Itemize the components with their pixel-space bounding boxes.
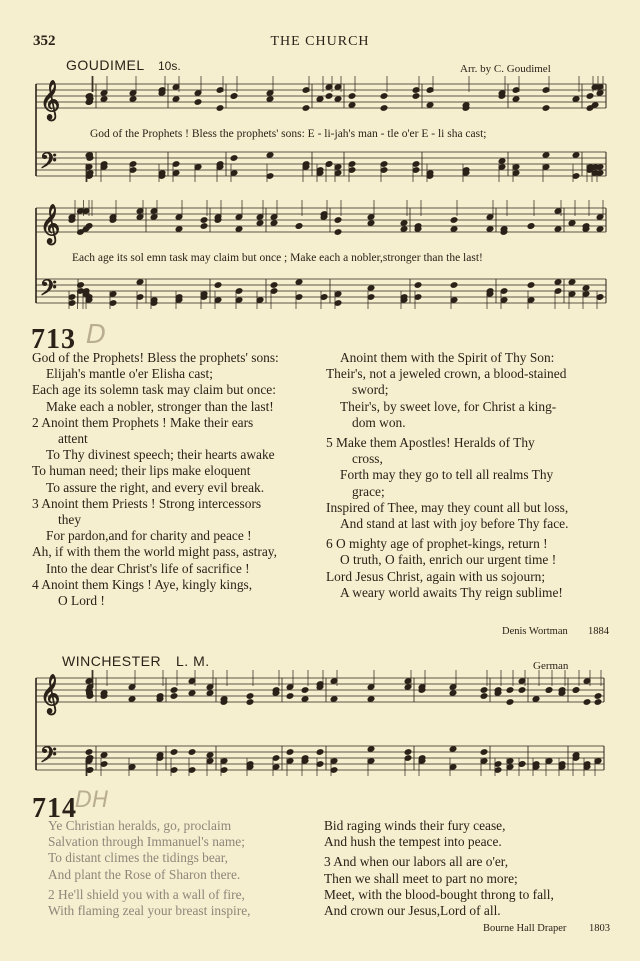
note-head	[270, 288, 278, 295]
note-head	[380, 105, 388, 112]
note-head	[85, 749, 93, 756]
note-head	[170, 749, 178, 756]
note-head	[594, 693, 602, 700]
note-head	[175, 214, 183, 221]
verse-line: grace;	[352, 483, 385, 499]
verse-line: Ah, if with them the world might pass, astray,	[32, 544, 277, 560]
note-head	[316, 749, 324, 756]
verse-line: attent	[58, 431, 88, 447]
note-head	[542, 152, 550, 159]
note-head	[272, 755, 280, 762]
verse-line: God of the Prophets! Bless the prophets' sons:	[32, 350, 279, 365]
tune-meter-winchester: L. M.	[176, 653, 210, 669]
note-head	[518, 687, 526, 694]
bass-clef: 𝄢	[40, 276, 57, 306]
note-head	[230, 93, 238, 100]
note-head	[301, 696, 309, 703]
note-head	[128, 696, 136, 703]
note-head	[246, 699, 254, 706]
note-head	[301, 687, 309, 694]
note-head	[572, 152, 580, 159]
note-head	[330, 696, 338, 703]
verse-line: 3 And when our labors all are o'er,	[324, 854, 509, 870]
verse-line: To human need; their lips make eloquent	[32, 463, 251, 479]
verse-line: 4 Anoint them Kings ! Aye, kingly kings,	[32, 576, 253, 592]
verse-line: To distant climes the tidings bear,	[48, 850, 229, 866]
verse-line: Anoint them with the Spirit of Thy Son:	[340, 350, 555, 365]
note-head	[450, 226, 458, 233]
note-head	[334, 217, 342, 224]
note-head	[426, 102, 434, 109]
note-head	[129, 161, 137, 168]
note-head	[404, 749, 412, 756]
note-head	[506, 699, 514, 706]
bass-clef: 𝄢	[40, 743, 57, 773]
note-head	[480, 687, 488, 694]
note-head	[316, 96, 324, 103]
note-head	[286, 749, 294, 756]
note-head	[170, 687, 178, 694]
note-head	[295, 279, 303, 286]
verse-line: Inspired of Thee, may they count all but loss,	[326, 499, 569, 515]
verse-line: And crown our Jesus,Lord of all.	[324, 903, 501, 919]
tune-name-winchester: WINCHESTER	[62, 653, 162, 669]
note-head	[426, 87, 434, 94]
note-head	[486, 226, 494, 233]
verse-line: O Lord !	[58, 593, 105, 609]
note-head	[129, 96, 137, 103]
note-head	[266, 152, 274, 159]
note-head	[449, 746, 457, 753]
note-head	[582, 285, 590, 292]
hymn-714-left-column	[48, 818, 318, 919]
note-head	[172, 96, 180, 103]
note-head	[554, 288, 562, 295]
note-head	[175, 226, 183, 233]
note-head	[412, 87, 420, 94]
verse-line: Each age its solemn task may claim but once:	[32, 382, 276, 398]
note-head	[200, 223, 208, 230]
note-head	[542, 87, 550, 94]
note-head	[100, 90, 108, 97]
note-head	[295, 223, 303, 230]
note-head	[586, 93, 594, 100]
treble-clef: 𝄞	[40, 204, 61, 244]
verse-line: 6 O mighty age of prophet-kings, return !	[326, 536, 548, 552]
tune-meter-goudimel: 10s.	[158, 59, 181, 73]
verse-line: With flaming zeal your breast inspire,	[48, 903, 251, 919]
verse-line: 3 Anoint them Priests ! Strong intercessors	[32, 495, 262, 511]
note-head	[367, 214, 375, 221]
note-head	[498, 158, 506, 165]
verse-line: Their's, by sweet love, for Christ a king-	[340, 398, 557, 414]
note-head	[367, 696, 375, 703]
note-head	[512, 87, 520, 94]
verse-line: Make each a nobler, stronger than the last!	[46, 398, 274, 414]
verse-line: To Thy divinest speech; their hearts awake	[46, 447, 275, 463]
tune1-underlay-line2: Each age its sol emn task may claim but once ; Make each a nobler,stronger than the last!	[72, 252, 483, 264]
note-head	[246, 693, 254, 700]
note-head	[270, 220, 278, 227]
note-head	[266, 96, 274, 103]
note-head	[594, 699, 602, 706]
hymn-714-year: 1803	[589, 923, 610, 934]
page-number: 352	[33, 33, 56, 49]
note-head	[256, 220, 264, 227]
note-head	[86, 684, 94, 691]
note-head	[596, 226, 604, 233]
note-head	[86, 755, 94, 762]
note-head	[527, 282, 535, 289]
note-head	[172, 161, 180, 168]
note-head	[235, 226, 243, 233]
note-head	[302, 87, 310, 94]
tune-name-goudimel: GOUDIMEL	[66, 57, 145, 73]
verse-line: Elijah's mantle o'er Elisha cast;	[46, 366, 213, 382]
note-head	[270, 282, 278, 289]
verse-line: Salvation through Immanuel's name;	[48, 834, 245, 850]
note-head	[206, 752, 214, 759]
pencil-annotation-714: DH	[75, 788, 109, 813]
note-head	[194, 90, 202, 97]
note-head	[128, 684, 136, 691]
note-head	[545, 687, 553, 694]
hymn-714-author: Bourne Hall Draper	[483, 923, 567, 934]
note-head	[414, 282, 422, 289]
verse-line: 2 He'll shield you with a wall of fire,	[48, 886, 245, 902]
tune-source: German	[533, 660, 569, 672]
verse-line: And hush the tempest into peace.	[324, 834, 502, 850]
note-head	[286, 693, 294, 700]
verse-line: And plant the Rose of Sharon there.	[48, 866, 241, 882]
note-head	[542, 105, 550, 112]
note-head	[380, 161, 388, 168]
note-head	[591, 102, 599, 109]
hymn-714-right-column	[324, 818, 614, 919]
note-head	[302, 105, 310, 112]
note-head	[206, 684, 214, 691]
note-head	[449, 690, 457, 697]
note-head	[486, 214, 494, 221]
note-head	[506, 687, 514, 694]
verse-line: Meet, with the blood-bought throng to fall,	[324, 886, 554, 902]
note-head	[512, 96, 520, 103]
note-head	[554, 279, 562, 286]
verse-line: And stand at last with joy before Thy face.	[340, 516, 569, 532]
verse-line: Bid raging winds their fury cease,	[324, 818, 506, 833]
note-head	[367, 220, 375, 227]
note-head	[583, 699, 591, 706]
verse-line: cross,	[352, 451, 383, 467]
note-head	[230, 155, 238, 162]
note-head	[527, 223, 535, 230]
hymn-713-number: 713	[31, 324, 76, 355]
note-head	[82, 226, 90, 233]
note-head	[188, 690, 196, 697]
hymn-713-year: 1884	[588, 626, 609, 637]
note-head	[334, 96, 342, 103]
tune1-underlay-line1: God of the Prophets ! Bless the prophets' sons: E - li-jah's man - tle o'er E - li sha cast;	[90, 128, 487, 140]
note-head	[572, 687, 580, 694]
note-head	[216, 87, 224, 94]
verse-line: Ye Christian heralds, go, proclaim	[48, 818, 232, 833]
running-head: THE CHURCH	[270, 34, 370, 49]
note-head	[500, 288, 508, 295]
hymn-713-left-column	[32, 350, 322, 609]
note-head	[380, 93, 388, 100]
note-head	[235, 288, 243, 295]
verse-line: O truth, O faith, enrich our urgent time !	[340, 552, 557, 568]
note-head	[129, 90, 137, 97]
note-head	[214, 282, 222, 289]
hymn-713-right-column	[326, 350, 616, 601]
treble-clef: 𝄞	[40, 80, 61, 120]
verse-line: they	[58, 512, 82, 528]
note-head	[100, 752, 108, 759]
note-head	[334, 229, 342, 236]
verse-line: For pardon,and for charity and peace !	[46, 528, 252, 544]
note-head	[568, 220, 576, 227]
note-head	[194, 99, 202, 106]
verse-line: A weary world awaits Thy reign sublime!	[340, 584, 563, 600]
note-head	[596, 90, 604, 97]
note-head	[270, 214, 278, 221]
note-head	[188, 749, 196, 756]
note-head	[480, 693, 488, 700]
note-head	[449, 684, 457, 691]
note-head	[266, 90, 274, 97]
verse-line: Then we shall meet to part no more;	[324, 870, 518, 886]
tune-arranger: Arr. by C. Goudimel	[460, 63, 551, 75]
note-head	[480, 749, 488, 756]
note-head	[367, 746, 375, 753]
note-head	[100, 96, 108, 103]
note-head	[136, 279, 144, 286]
note-head	[348, 102, 356, 109]
note-head	[554, 226, 562, 233]
note-head	[404, 684, 412, 691]
note-head	[200, 217, 208, 224]
note-head	[235, 214, 243, 221]
note-head	[450, 217, 458, 224]
verse-line: Forth may they go to tell all realms Thy	[340, 467, 554, 483]
verse-line: Lord Jesus Christ, again with us sojourn;	[326, 568, 546, 584]
note-head	[400, 220, 408, 227]
note-head	[412, 161, 420, 168]
note-head	[348, 161, 356, 168]
note-head	[367, 684, 375, 691]
note-head	[412, 93, 420, 100]
note-head	[136, 214, 144, 221]
hymn-714-number: 714	[32, 793, 77, 824]
pencil-annotation-713: D	[86, 320, 107, 350]
note-head	[450, 282, 458, 289]
verse-line: To assure the right, and every evil break.	[46, 479, 265, 495]
note-head	[572, 96, 580, 103]
note-head	[216, 105, 224, 112]
treble-clef: 𝄞	[40, 674, 61, 714]
note-head	[532, 696, 540, 703]
note-head	[286, 684, 294, 691]
verse-line: 5 Make them Apostles! Heralds of Thy	[326, 435, 535, 451]
verse-line: Into the dear Christ's life of sacrifice !	[46, 560, 250, 576]
verse-line: dom won.	[352, 414, 406, 430]
note-head	[568, 279, 576, 286]
note-head	[170, 693, 178, 700]
note-head	[367, 285, 375, 292]
note-head	[325, 93, 333, 100]
verse-line: sword;	[352, 382, 389, 398]
verse-line: 2 Anoint them Prophets ! Make their ears	[32, 414, 254, 430]
note-head	[348, 93, 356, 100]
verse-line: Their's, not a jeweled crown, a blood-stained	[326, 366, 567, 382]
note-head	[256, 214, 264, 221]
note-head	[206, 690, 214, 697]
note-head	[404, 755, 412, 762]
hymn-713-author: Denis Wortman	[502, 626, 568, 637]
note-head	[150, 214, 158, 221]
note-head	[325, 161, 333, 168]
note-head	[400, 226, 408, 233]
note-head	[596, 214, 604, 221]
bass-clef: 𝄢	[40, 149, 57, 179]
